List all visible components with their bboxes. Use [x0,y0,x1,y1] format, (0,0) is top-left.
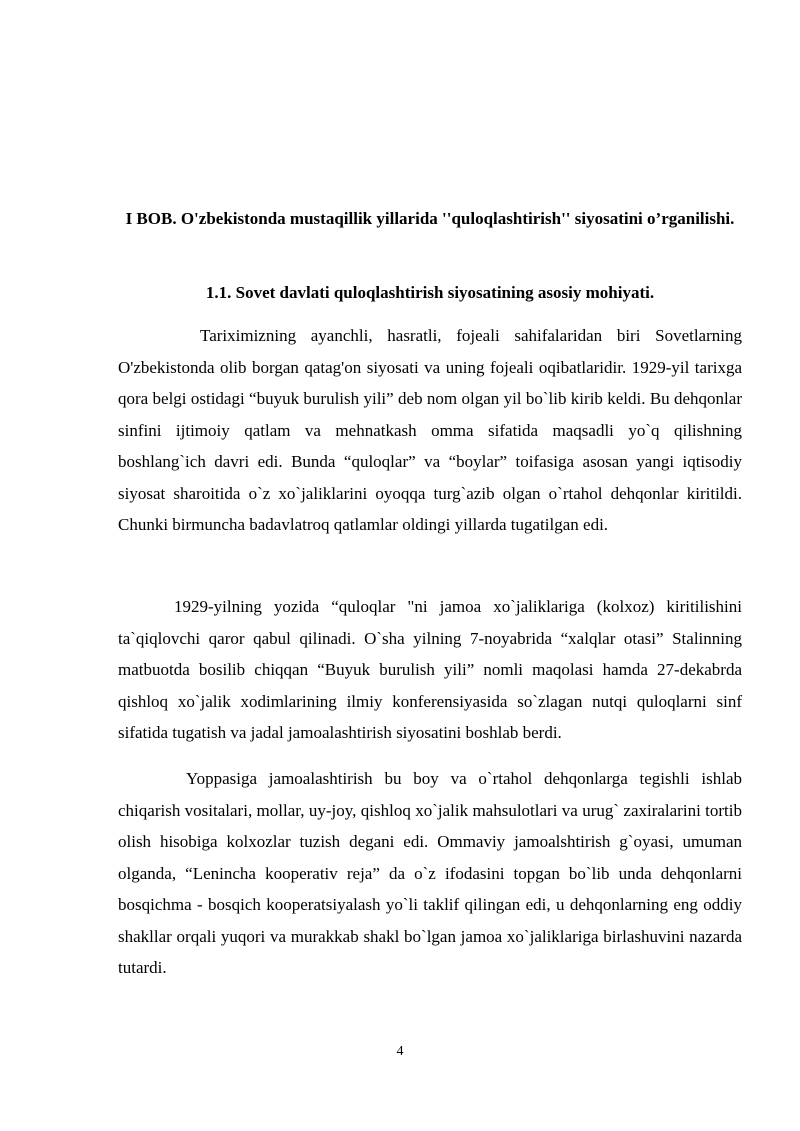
paragraph-3: Yoppasiga jamoalashtirish bu boy va o`rtahol dehqonlarga tegishli ishlab chiqarish vositalari, mollar, uy-joy, qishloq xo`jalik mahsulotlari va urug` zaxiralarini tortib olish hisobiga kolxozlar tuzish degani edi. Ommaviy jamoalshtirish g`oyasi, umuman olganda, “Lenincha kooperativ reja” da o`z ifodasini topgan bo`lib unda dehqonlarni bosqichma - bosqich kooperatsiyalash yo`li taklif qilingan edi, u dehqonlarning eng oddiy shakllar orqali yuqori va murakkab shakl bo`lgan jamoa xo`jaliklariga birlashuvini nazarda tutardi. [118,769,742,977]
paragraph-1: Tariximizning ayanchli, hasratli, fojeali sahifalaridan biri Sovetlarning O'zbekistonda olib borgan qatag'on siyosati va uning fojeali oqibatlaridir. 1929-yil tarixga qora belgi ostidagi “buyuk burulish yili” deb nom olgan yil bo`lib kirib keldi. Bu dehqonlar sinfini ijtimoiy qatlam va mehnatkash omma sifatida maqsadli yo`q qilishning boshlang`ich davri edi. Bunda “quloqlar” va “boylar” toifasiga asosan yangi iqtisodiy siyosat sharoitida o`z xo`jaliklarini oyoqqa turg`azib olgan o`rtahol dehqonlar kiritildi. Chunki birmuncha badavlatroq qatlamlar oldingi yillarda tugatilgan edi. [118,326,742,534]
page-number: 4 [396,1044,404,1059]
paragraph-2: 1929-yilning yozida “quloqlar "ni jamoa xo`jaliklariga (kolxoz) kiritilishini ta`qiqlovchi qaror qabul qilinadi. O`sha yilning 7-noyabrida “xalqlar otasi” Stalinning matbuotda bosilib chiqqan “Buyuk burulish yili” nomli maqolasi hamda 27-dekabrda qishloq xo`jalik xodimlarining ilmiy konferensiyasida so`zlagan nutqi quloqlarni sinf sifatida tugatish va jadal jamoalashtirish siyosatini boshlab berdi. [118,597,742,742]
chapter-title: I BOB. O'zbekistonda mustaqillik yillarida ''quloqlashtirish'' siyosatini o’rganilishi. [125,209,735,228]
section-title: 1.1. Sovet davlati quloqlashtirish siyosatining asosiy mohiyati. [205,283,655,302]
